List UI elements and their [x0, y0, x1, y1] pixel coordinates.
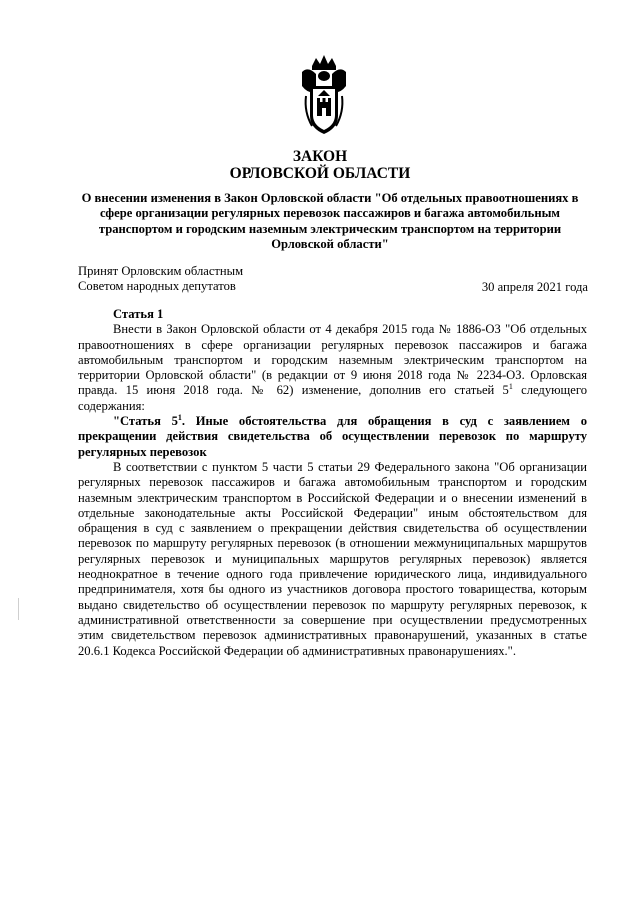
- law-region: ОРЛОВСКОЙ ОБЛАСТИ: [229, 165, 411, 182]
- article-heading: Статья 1: [113, 307, 164, 321]
- article-1: [78, 307, 587, 659]
- article-intro-paragraph: [78, 322, 587, 414]
- scan-margin-mark: [18, 598, 19, 620]
- adoption-body: [78, 264, 243, 295]
- adoption-date: 30 апреля 2021 года: [481, 280, 588, 294]
- new-article-title-text: . Иные обстоятельства для обращения в суд с заявлением о прекращении действия свидетельства об осуществлении перевозок по маршруту регулярных перевозок: [78, 414, 587, 459]
- new-article-title: [78, 414, 587, 460]
- new-article-prefix: "Статья 5: [113, 414, 178, 429]
- article-intro-superscript: 1: [508, 382, 513, 392]
- new-article-superscript: 1: [177, 412, 182, 422]
- new-article-body: В соответствии с пунктом 5 части 5 статьи 29 Федерального закона "Об организации регулярных перевозок пассажиров и багажа автомобильным транспортом и городским наземным электрическим транспортом в Российской Федерации и о внесении изменений в отдельные законодательные акты Российской Федерации" иным обстоятельством для обращения в суд с заявлением о прекращении действия свидетельства об осуществлении перевозок по маршруту регулярных перевозок (в отношении межмуниципальных маршрутов регулярных перевозок и муниципальных маршрутов регулярных перевозок) является неоднократное в течение одного года привлечение юридического лица, индивидуального предпринимателя, хотя бы одного из участников договора простого товарищества, которым выдано свидетельство об осуществлении перевозок по маршруту регулярных перевозок, к административной ответственности за совершение при осуществлении предусмотренных этим свидетельством перевозок административных правонарушений, указанных в статье 20.6.1 Кодекса Российской Федерации об административных правонарушениях.".: [78, 459, 587, 658]
- article-intro-tail: следующего содержания:: [78, 383, 587, 413]
- coat-of-arms-icon: [298, 52, 350, 138]
- adoption-line-2: Советом народных депутатов: [78, 279, 236, 294]
- law-subject: О внесении изменения в Закон Орловской области "Об отдельных правоотношениях в сфере организации регулярных перевозок пассажиров и багажа автомобильным транспортом и городским наземным электрическим транспортом на территории Орловской области": [81, 191, 579, 251]
- article-intro-text: Внести в Закон Орловской области от 4 декабря 2015 года № 1886-ОЗ "Об отдельных правоотношениях в сфере организации регулярных перевозок пассажиров и багажа автомобильным транспортом и городским наземным электрическим транспортом на территории Орловской области" (в редакции от 9 июня 2018 года № 2234-ОЗ. Орловская правда. 15 июня 2018 года. № 62) изменение, дополнив его статьей 5: [78, 322, 587, 398]
- adoption-line-1: Принят Орловским областным: [78, 264, 244, 278]
- law-title: ЗАКОН: [292, 148, 348, 165]
